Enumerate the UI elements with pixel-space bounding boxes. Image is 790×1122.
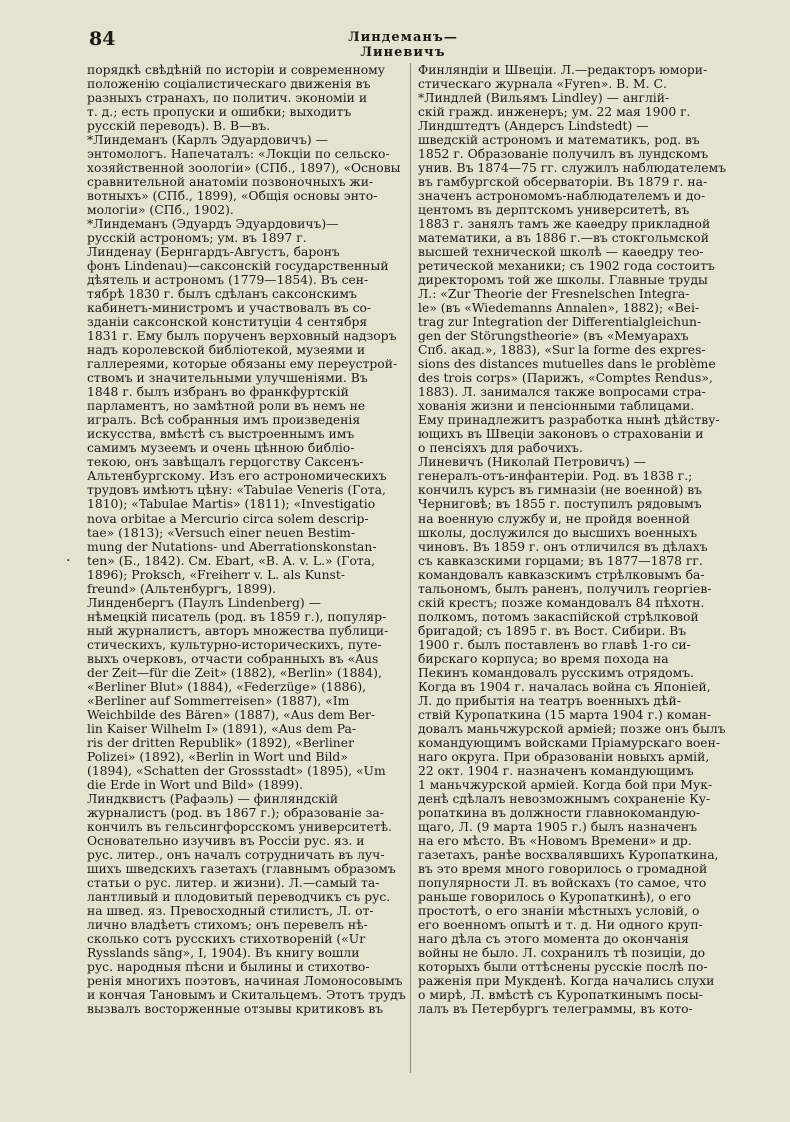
text-line: 1896); Proksch, «Freiherr v. L. als Kunst- <box>87 567 346 582</box>
text-line: Л. до прибытія на театръ военныхъ дѣй- <box>418 693 681 708</box>
text-line: ренія многихъ поэтовъ, начиная Ломоносовымъ <box>87 974 403 989</box>
text-line: Линевичъ (Николай Петровичъ) — <box>418 455 646 470</box>
text-line: положенію соціалистическаго движенія въ <box>87 77 371 92</box>
text-line: простотѣ, о его знаніи мѣстныхъ условій, о <box>418 903 700 918</box>
text-line: центомъ въ дерптскомъ университетѣ, въ <box>418 203 690 218</box>
text-line: на его мѣсто. Въ «Новомъ Времени» и др. <box>418 833 692 848</box>
text-line: tae» (1813); «Versuch einer neuen Bestim- <box>87 525 356 540</box>
text-line: о пенсіяхъ для рабочихъ. <box>418 441 583 456</box>
text-line: Линденау (Бернгардъ-Августъ, баронъ <box>87 245 340 260</box>
text-line: ропаткина въ должности главнокомандую- <box>418 805 701 820</box>
text-line: 1810); «Tabulae Martis» (1811); «Investigatio <box>87 497 376 512</box>
text-line: директоромъ той же школы. Главные труды <box>418 273 708 288</box>
page-number: 84 <box>89 28 116 50</box>
text-line: разныхъ странахъ, по политич. экономіи и <box>87 91 368 106</box>
text-line: «Berliner Blut» (1884), «Federzüge» (1886), <box>87 679 367 694</box>
text-line: хозяйственной зоологіи» (СПб., 1897), «Основы <box>87 161 401 176</box>
text-line: т. д.; есть пропуски и ошибки; выходитъ <box>87 105 352 120</box>
text-line: freund» (Альтенбургъ, 1899). <box>87 581 277 596</box>
text-line: зданіи саксонской конституціи 4 сентября <box>87 315 368 330</box>
text-line: trag zur Integration der Differentialgleichun- <box>418 315 702 330</box>
text-line: нѣмецкій писатель (род. въ 1859 г.), популяр- <box>87 609 387 624</box>
text-line: 1848 г. былъ избранъ во франкфуртскій <box>87 385 349 400</box>
text-line: сравнительной анатоміи позвоночныхъ жи- <box>87 175 374 190</box>
text-line: стическихъ, культурно-историческихъ, путе- <box>87 637 382 652</box>
text-line: Ему принадлежитъ разработка нынѣ дѣйству- <box>418 413 720 428</box>
text-line: кончилъ курсъ въ гимназіи (не военной) въ <box>418 483 703 498</box>
text-line: 1 маньчжурской арміей. Когда бой при Мук- <box>418 777 713 792</box>
text-line: Спб. акад.», 1883), «Sur la forme des expres- <box>418 343 706 358</box>
text-line: наго дѣла съ этого момента до окончанія <box>418 931 689 946</box>
text-line: Черниговѣ; въ 1855 г. поступилъ рядовымъ <box>418 497 702 512</box>
text-line: ствій Куропаткина (15 марта 1904 г.) коман- <box>418 707 712 722</box>
margin-mark: . <box>66 549 71 565</box>
text-line: лалъ въ Петербургъ телеграммы, въ кото- <box>418 1002 693 1017</box>
text-line: ный журналистъ, авторъ множества публици- <box>87 623 389 638</box>
text-line: рус. литер., онъ началъ сотрудничать въ луч- <box>87 847 385 862</box>
text-line: Линдквистъ (Рафаэль) — финляндскій <box>87 791 339 806</box>
text-line: щаго, Л. (9 марта 1905 г.) былъ назначенъ <box>418 819 698 834</box>
text-line: ris der dritten Republik» (1892), «Berliner <box>87 735 354 750</box>
text-line: Основательно изучивъ въ Россіи рус. яз. и <box>87 833 365 848</box>
text-line: скій гражд. инженеръ; ум. 22 мая 1900 г. <box>418 105 691 120</box>
text-line: бригадой; съ 1895 г. въ Вост. Сибири. Въ <box>418 623 687 638</box>
text-line: Л.: «Zur Theorie der Fresnelschen Integra- <box>418 287 690 302</box>
text-line: *Линдлей (Вильямъ Lindley) — англій- <box>418 91 670 106</box>
text-line: sions des distances mutuelles dans le problème <box>418 357 716 372</box>
text-line: довалъ маньчжурской арміей; позже онъ былъ <box>418 721 726 736</box>
text-line: наго округа. При образованіи новыхъ армій, <box>418 749 710 764</box>
text-line: сколько сотъ русскихъ стихотвореній («Ur <box>87 931 366 946</box>
text-line: войны не было. Л. сохранилъ тѣ позиціи, до <box>418 945 706 960</box>
text-line: der Zeit—für die Zeit» (1882), «Berlin» (1884), <box>87 665 382 680</box>
text-line: стическаго журнала «Fyren». В. М. С. <box>418 77 667 92</box>
text-line: Когда въ 1904 г. началась война съ Японіей, <box>418 679 711 694</box>
text-line: искусства, вмѣстѣ съ выстроеннымъ имъ <box>87 427 355 442</box>
column-divider <box>410 63 411 1073</box>
text-line: денѣ сдѣлалъ невозможнымъ сохраненіе Ку- <box>418 791 711 806</box>
text-line: мологіи» (СПб., 1902). <box>87 203 234 218</box>
text-line: кабинетъ-министромъ и участвовалъ въ со- <box>87 301 372 316</box>
text-line: порядкѣ свѣдѣній по исторіи и современному <box>87 63 385 77</box>
text-line: его военномъ опытѣ и т. д. Ни одного круп- <box>418 917 703 932</box>
text-line: Weichbilde des Bären» (1887), «Aus dem Ber- <box>87 707 376 722</box>
text-line: nova orbitae a Mercurio circa solem descrip- <box>87 511 369 526</box>
text-line: генералъ-отъ-инфантеріи. Род. въ 1838 г.; <box>418 469 693 484</box>
text-line: трудовъ имѣютъ цѣну: «Tabulae Veneris (Гота, <box>87 483 386 498</box>
text-line: Альтенбургскому. Изъ его астрономическихъ <box>87 469 387 484</box>
text-line: статьи о рус. литер. и жизни). Л.—самый та- <box>87 875 380 890</box>
text-line: лично владѣетъ стихомъ; онъ перевелъ нѣ- <box>87 917 368 932</box>
text-line: на швед. яз. Превосходный стилистъ, Л. от- <box>87 903 374 918</box>
text-line: надъ королевской библіотекой, музеями и <box>87 343 366 358</box>
text-line: *Линдеманъ (Эдуардъ Эдуардовичъ)— <box>87 217 339 232</box>
text-line: которыхъ были оттѣснены русскіе послѣ по- <box>418 960 708 974</box>
text-line: текою, онъ завѣщалъ герцогству Саксенъ- <box>87 455 364 470</box>
text-line: чиновъ. Въ 1859 г. онъ отличился въ дѣлахъ <box>418 539 708 554</box>
text-line: полкомъ, потомъ закаспійской стрѣлковой <box>418 609 699 624</box>
text-line: командовалъ кавказскимъ стрѣлковымъ ба- <box>418 567 705 582</box>
text-line: Линдштедтъ (Андерсъ Lindstedt) — <box>418 119 649 134</box>
text-line: ствомъ и значительными улучшеніями. Въ <box>87 371 368 386</box>
text-line: русскій астрономъ; ум. въ 1897 г. <box>87 231 307 246</box>
running-head: Линдеманъ—Линевичъ <box>348 30 458 60</box>
text-line: Polizei» (1892), «Berlin in Wort und Bild» <box>87 749 348 764</box>
text-line: Rysslands säng», I, 1904). Въ книгу вошли <box>87 945 360 960</box>
text-line: кончилъ въ гельсингфорсскомъ университетѣ. <box>87 819 392 834</box>
text-line: 1883). Л. занимался также вопросами стра- <box>418 385 706 400</box>
text-line: и кончая Тановымъ и Скитальцемъ. Этотъ трудъ <box>87 988 406 1003</box>
text-line: 1852 г. Образованіе получилъ въ лундскомъ <box>418 147 709 162</box>
text-line: популярности Л. въ войскахъ (то самое, что <box>418 875 707 890</box>
text-line: математики, а въ 1886 г.—въ стокгольмской <box>418 231 709 246</box>
text-line: фонъ Lindenau)—саксонскій государственный <box>87 259 389 274</box>
text-line: газетахъ, ранѣе восхвалявшихъ Куропаткина, <box>418 847 719 862</box>
text-line: самимъ музеемъ и очень цѣнною библіо- <box>87 441 355 456</box>
text-line: бирскаго корпуса; во время похода на <box>418 651 669 666</box>
text-line: *Линдеманъ (Карлъ Эдуардовичъ) — <box>87 133 328 148</box>
text-line: lin Kaiser Wilhelm I» (1891), «Aus dem Pa- <box>87 721 356 736</box>
text-line: ретической механики; съ 1902 года состоитъ <box>418 259 715 274</box>
text-line: рус. народныя пѣсни и былины и стихотво- <box>87 960 370 974</box>
text-line: mung der Nutations- und Aberrationskonstan- <box>87 539 377 554</box>
text-line: le» (въ «Wiedemanns Annalen», 1882); «Bei- <box>418 301 700 316</box>
text-line: выхъ очерковъ, отчасти собранныхъ въ «Aus <box>87 651 379 666</box>
text-line: 1883 г. занялъ тамъ же каѳедру прикладной <box>418 217 711 232</box>
text-line: скій крестъ; позже командовалъ 84 пѣхотн. <box>418 595 705 610</box>
text-line: о мирѣ, Л. вмѣстѣ съ Куропаткинымъ посы- <box>418 988 703 1003</box>
text-line: шихъ шведскихъ газетахъ (главнымъ образомъ <box>87 861 396 876</box>
text-line: die Erde in Wort und Bild» (1899). <box>87 777 304 792</box>
text-line: шведскій астрономъ и математикъ, род. въ <box>418 133 700 148</box>
text-line: парламентъ, но замѣтной роли въ немъ не <box>87 399 366 414</box>
text-line: «Berliner auf Sommerreisen» (1887), «Im <box>87 693 350 708</box>
text-line: дѣятель и астрономъ (1779—1854). Въ сен- <box>87 273 369 288</box>
text-line: Линденбергъ (Паулъ Lindenberg) — <box>87 595 321 610</box>
text-line: des trois corps» (Парижъ, «Comptes Rendus», <box>418 371 713 386</box>
text-line: (1894), «Schatten der Grossstadt» (1895), «Um <box>87 763 386 778</box>
text-line: тальономъ, былъ раненъ, получилъ георгіев- <box>418 581 712 596</box>
text-line: лантливый и плодовитый переводчикъ съ рус. <box>87 889 391 904</box>
text-line: журналистъ (род. въ 1867 г.); образованіе за- <box>87 805 384 820</box>
text-line: 22 окт. 1904 г. назначенъ командующимъ <box>418 763 694 778</box>
left-column <box>87 63 410 1016</box>
text-line: 1831 г. Ему былъ порученъ верховный надзоръ <box>87 329 397 344</box>
text-line: игралъ. Всѣ собранныя имъ произведенія <box>87 413 361 428</box>
text-line: командующимъ войсками Пріамурскаго воен- <box>418 735 721 750</box>
text-line: галлереями, которые обязаны ему переустрой- <box>87 357 398 372</box>
text-line: тябрѣ 1830 г. былъ сдѣланъ саксонскимъ <box>87 287 357 302</box>
text-line: съ кавказскими горцами; въ 1877—1878 гг. <box>418 553 703 568</box>
text-line: на военную службу и, не пройдя военной <box>418 511 691 526</box>
text-line: русскій переводъ). В. В—въ. <box>87 119 271 134</box>
text-line: высшей технической школѣ — каѳедру тео- <box>418 245 704 260</box>
text-line: раньше говорилось о Куропаткинѣ), о его <box>418 889 691 904</box>
text-line: школы, дослужился до высшихъ военныхъ <box>418 525 698 540</box>
text-line: въ это время много говорилось о громадной <box>418 861 708 876</box>
text-line: ten» (Б., 1842). См. Ebart, «B. A. v. L.» (Гота, <box>87 553 376 568</box>
text-line: хованія жизни и пенсіонными таблицами. <box>418 399 695 414</box>
text-line: вызвалъ восторженные отзывы критиковъ въ <box>87 1002 384 1017</box>
text-line: ющихъ въ Швеціи законовъ о страхованіи и <box>418 427 704 442</box>
text-line: gen der Störungstheorie» (въ «Мемуарахъ <box>418 329 689 344</box>
text-line: унив. Въ 1874—75 гг. служилъ наблюдателемъ <box>418 161 727 176</box>
text-line: Пекинъ командовалъ русскимъ отрядомъ. <box>418 665 694 680</box>
right-column <box>418 63 741 1016</box>
text-line: значенъ астрономомъ-наблюдателемъ и до- <box>418 189 706 204</box>
text-line: 1900 г. былъ поставленъ во главѣ 1-го си- <box>418 637 691 652</box>
text-line: раженія при Мукденѣ. Когда начались слухи <box>418 974 715 989</box>
text-line: въ гамбургской обсерваторіи. Въ 1879 г. на- <box>418 175 708 190</box>
text-line: Финляндіи и Швеціи. Л.—редакторъ юмори- <box>418 63 708 77</box>
text-line: вотныхъ» (СПб., 1899), «Общія основы энто- <box>87 189 378 204</box>
text-line: энтомологъ. Напечаталъ: «Локціи по сельско- <box>87 147 390 162</box>
